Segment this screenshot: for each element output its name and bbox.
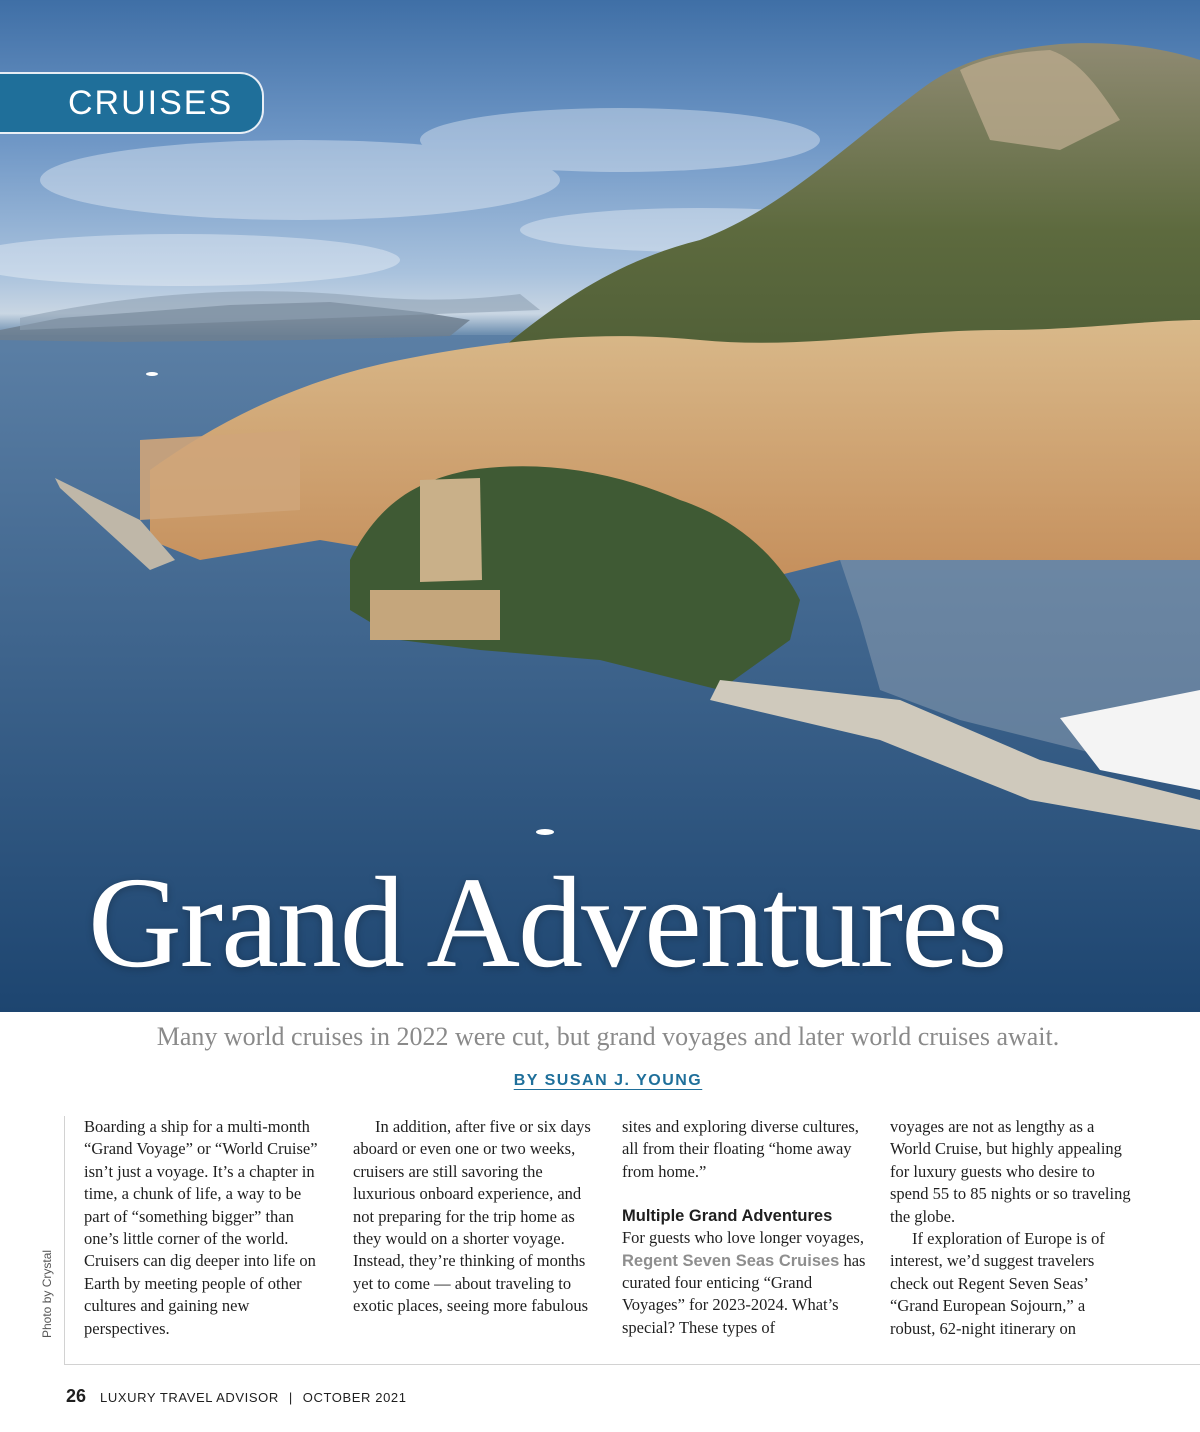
body-column-4 — [890, 1116, 1134, 1340]
body-paragraph — [622, 1227, 866, 1339]
body-paragraph: Boarding a ship for a multi-month “Grand Voyage” or “World Cruise” isn’t just a voyage. It’s a chapter in time, a chunk of life, a way to be part of “something bigger” than one’s little corner of the world. Cruisers can dig deeper into life on Earth by meeting people of other cultures and gaining new perspectives. — [84, 1117, 318, 1338]
page-number: 26 — [66, 1386, 87, 1406]
body-text: For guests who love longer voyages, — [622, 1228, 864, 1248]
publication-name: LUXURY TRAVEL ADVISOR — [100, 1390, 279, 1405]
body-text: has curated four enticing “Grand Voyages” for 2023-2024. What’s special? These types of — [622, 1250, 866, 1337]
body-paragraph: In addition, after five or six days aboard or even one or two weeks, cruisers are still savoring the luxurious onboard experience, and not preparing for the trip home as they would on a shorter voyage. Instead, they’re thinking of months yet to come — about traveling to exotic places, seeing more fabulous — [353, 1117, 591, 1316]
body-column-1 — [84, 1116, 328, 1340]
footer-separator: | — [288, 1390, 293, 1405]
section-label: CRUISES — [68, 84, 234, 122]
body-column-3 — [622, 1116, 866, 1339]
oceanographic-museum — [420, 478, 482, 582]
photo-credit: Photo by Crystal — [40, 1249, 54, 1338]
regent-seven-seas-link[interactable]: Regent Seven Seas Cruises — [622, 1251, 840, 1270]
issue-date: OCTOBER 2021 — [302, 1390, 407, 1405]
footer-divider — [64, 1364, 1200, 1365]
body-paragraph: voyages are not as lengthy as a World Cruise, but highly appealing for luxury guests who desire to spend 55 to 85 nights or so traveling the globe. — [890, 1117, 1131, 1226]
subhead: Multiple Grand Adventures — [622, 1207, 833, 1226]
body-paragraph: sites and exploring diverse cultures, all from their floating “home away from home.” — [622, 1117, 859, 1181]
credit-divider — [64, 1116, 65, 1364]
body-column-2 — [353, 1116, 597, 1318]
byline-text: BY SUSAN J. YOUNG — [513, 1072, 703, 1089]
deck: Many world cruises in 2022 were cut, but grand voyages and later world cruises await. — [156, 1022, 1060, 1051]
section-tab — [0, 74, 262, 132]
page-footer — [66, 1386, 407, 1407]
headline: Grand Adventures — [88, 851, 1006, 995]
body-paragraph: If exploration of Europe is of interest, we’d suggest travelers check out Regent Seven Seas’ “Grand European Sojourn,” a robust, 62-night itinerary on — [890, 1229, 1105, 1338]
byline — [0, 1072, 1200, 1090]
